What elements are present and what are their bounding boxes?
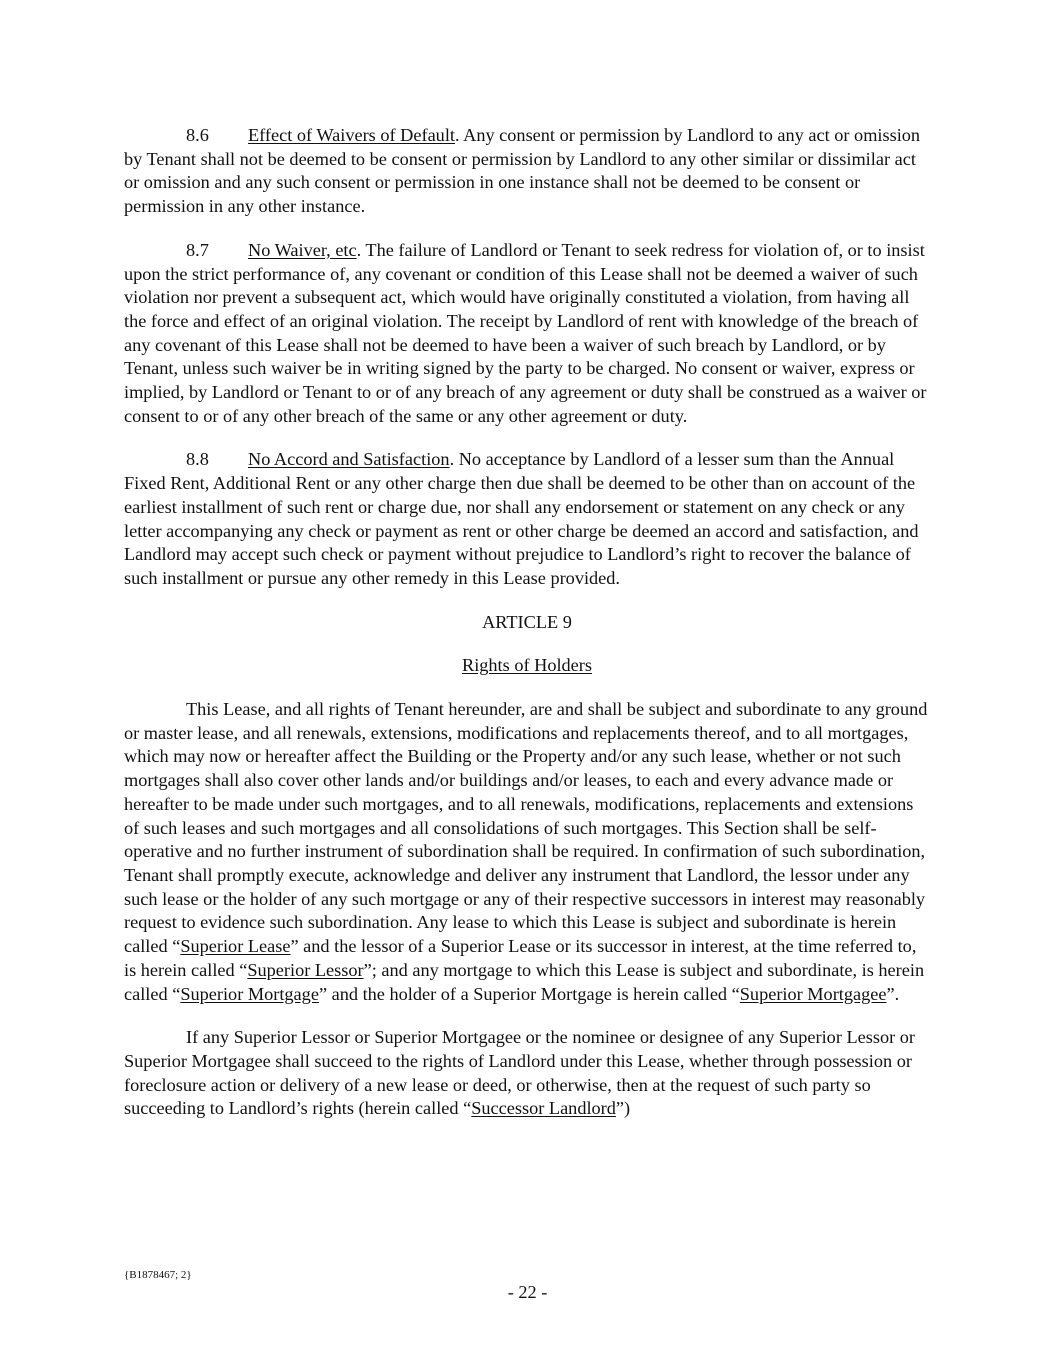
para-text: ”. [886,983,900,1004]
para-text: ”) [615,1098,631,1119]
section-8-8 [124,448,930,590]
section-8-7 [124,239,930,429]
defined-term-superior-mortgage: Superior Mortgage [180,983,319,1004]
section-8-6 [124,124,930,219]
defined-term-superior-mortgagee: Superior Mortgagee [739,983,887,1004]
section-heading: No Waiver, etc [248,239,357,260]
defined-term-superior-lessor: Superior Lessor [247,959,364,980]
article-9-paragraph-1 [124,698,930,1006]
section-text: . Any consent or permission by Landlord to any act or omission by Tenant shall not be deemed to be consent or permission by Landlord to any other similar or dissimilar act or omission and any such consent or permission in one instance shall not be deemed to be consent or permission in any other instance. [124,125,921,217]
document-id: {B1878467; 2} [124,1269,192,1281]
section-number: 8.7 [186,239,209,260]
section-number: 8.6 [186,125,209,145]
page-number: - 22 - [507,1282,548,1302]
para-text: ” and the holder of a Superior Mortgage is herein called “ [318,983,740,1004]
article-subtitle: Rights of Holders [462,655,592,676]
section-heading: No Accord and Satisfaction [248,449,450,470]
para-text: ” and the lessor of a Superior Lease or its successor in interest, at the time referred to, is herein called “ [124,936,917,980]
defined-term-superior-lease: Superior Lease [180,936,291,957]
defined-term-successor-landlord: Successor Landlord [471,1098,616,1119]
para-text: If any Superior Lessor or Superior Mortgagee or the nominee or designee of any Superior Lessor or Superior Mortgagee shall succeed to the rights of Landlord under this Lease, whether through possession or foreclosure action or delivery of a new lease or deed, or otherwise, then at the request of such party so succeeding to Landlord’s rights (herein called “ [124,1027,916,1119]
para-text: ”; and any mortgage to which this Lease is subject and subordinate, is herein called “ [124,959,925,1004]
article-title: ARTICLE 9 [482,611,572,632]
section-number: 8.8 [186,449,209,470]
section-text: . No acceptance by Landlord of a lesser sum than the Annual Fixed Rent, Additional Rent or any other charge then due shall be deemed to be other than on account of the earliest installment of such rent or charge due, nor shall any endorsement or statement on any check or any letter accompanying any check or payment as rent or other charge be deemed an accord and satisfaction, and Landlord may accept such check or payment without prejudice to Landlord’s right to recover the balance of such installment or pursue any other remedy in this Lease provided. [124,449,919,588]
article-9-paragraph-2 [124,1026,930,1121]
document-page [124,124,930,1141]
section-text: . The failure of Landlord or Tenant to seek redress for violation of, or to insist upon the strict performance of, any covenant or condition of this Lease shall not be deemed a waiver of such violation nor prevent a subsequent act, which would have originally constituted a violation, from having all the force and effect of an original violation. The receipt by Landlord of rent with knowledge of the breach of any covenant of this Lease shall not be deemed to have been a waiver of such breach by Landlord, or by Tenant, unless such waiver be in writing signed by the party to be charged. No consent or waiver, express or implied, by Landlord or Tenant to or of any breach of any agreement or duty shall be construed as a waiver or consent to or of any other breach of the same or any other agreement or duty. [124,239,927,426]
section-heading: Effect of Waivers of Default [248,125,455,145]
para-text: This Lease, and all rights of Tenant hereunder, are and shall be subject and subordinate to any ground or master lease, and all renewals, extensions, modifications and replacements thereof, and to all mortgages, which may now or hereafter affect the Building or the Property and/or any such lease, whether or not such mortgages shall also cover other lands and/or buildings and/or leases, to each and every advance made or hereafter to be made under such mortgages, and to all renewals, modifications, replacements and extensions of such leases and such mortgages and all consolidations of such mortgages. This Section shall be self-operative and no further instrument of subordination shall be required. In confirmation of such subordination, Tenant shall promptly execute, acknowledge and deliver any instrument that Landlord, the lessor under any such lease or the holder of any such mortgage or any of their respective successors in interest may reasonably request to evidence such subordination. Any lease to which this Lease is subject and subordinate is herein called “ [124,699,928,957]
article-subtitle-wrap [124,654,930,678]
